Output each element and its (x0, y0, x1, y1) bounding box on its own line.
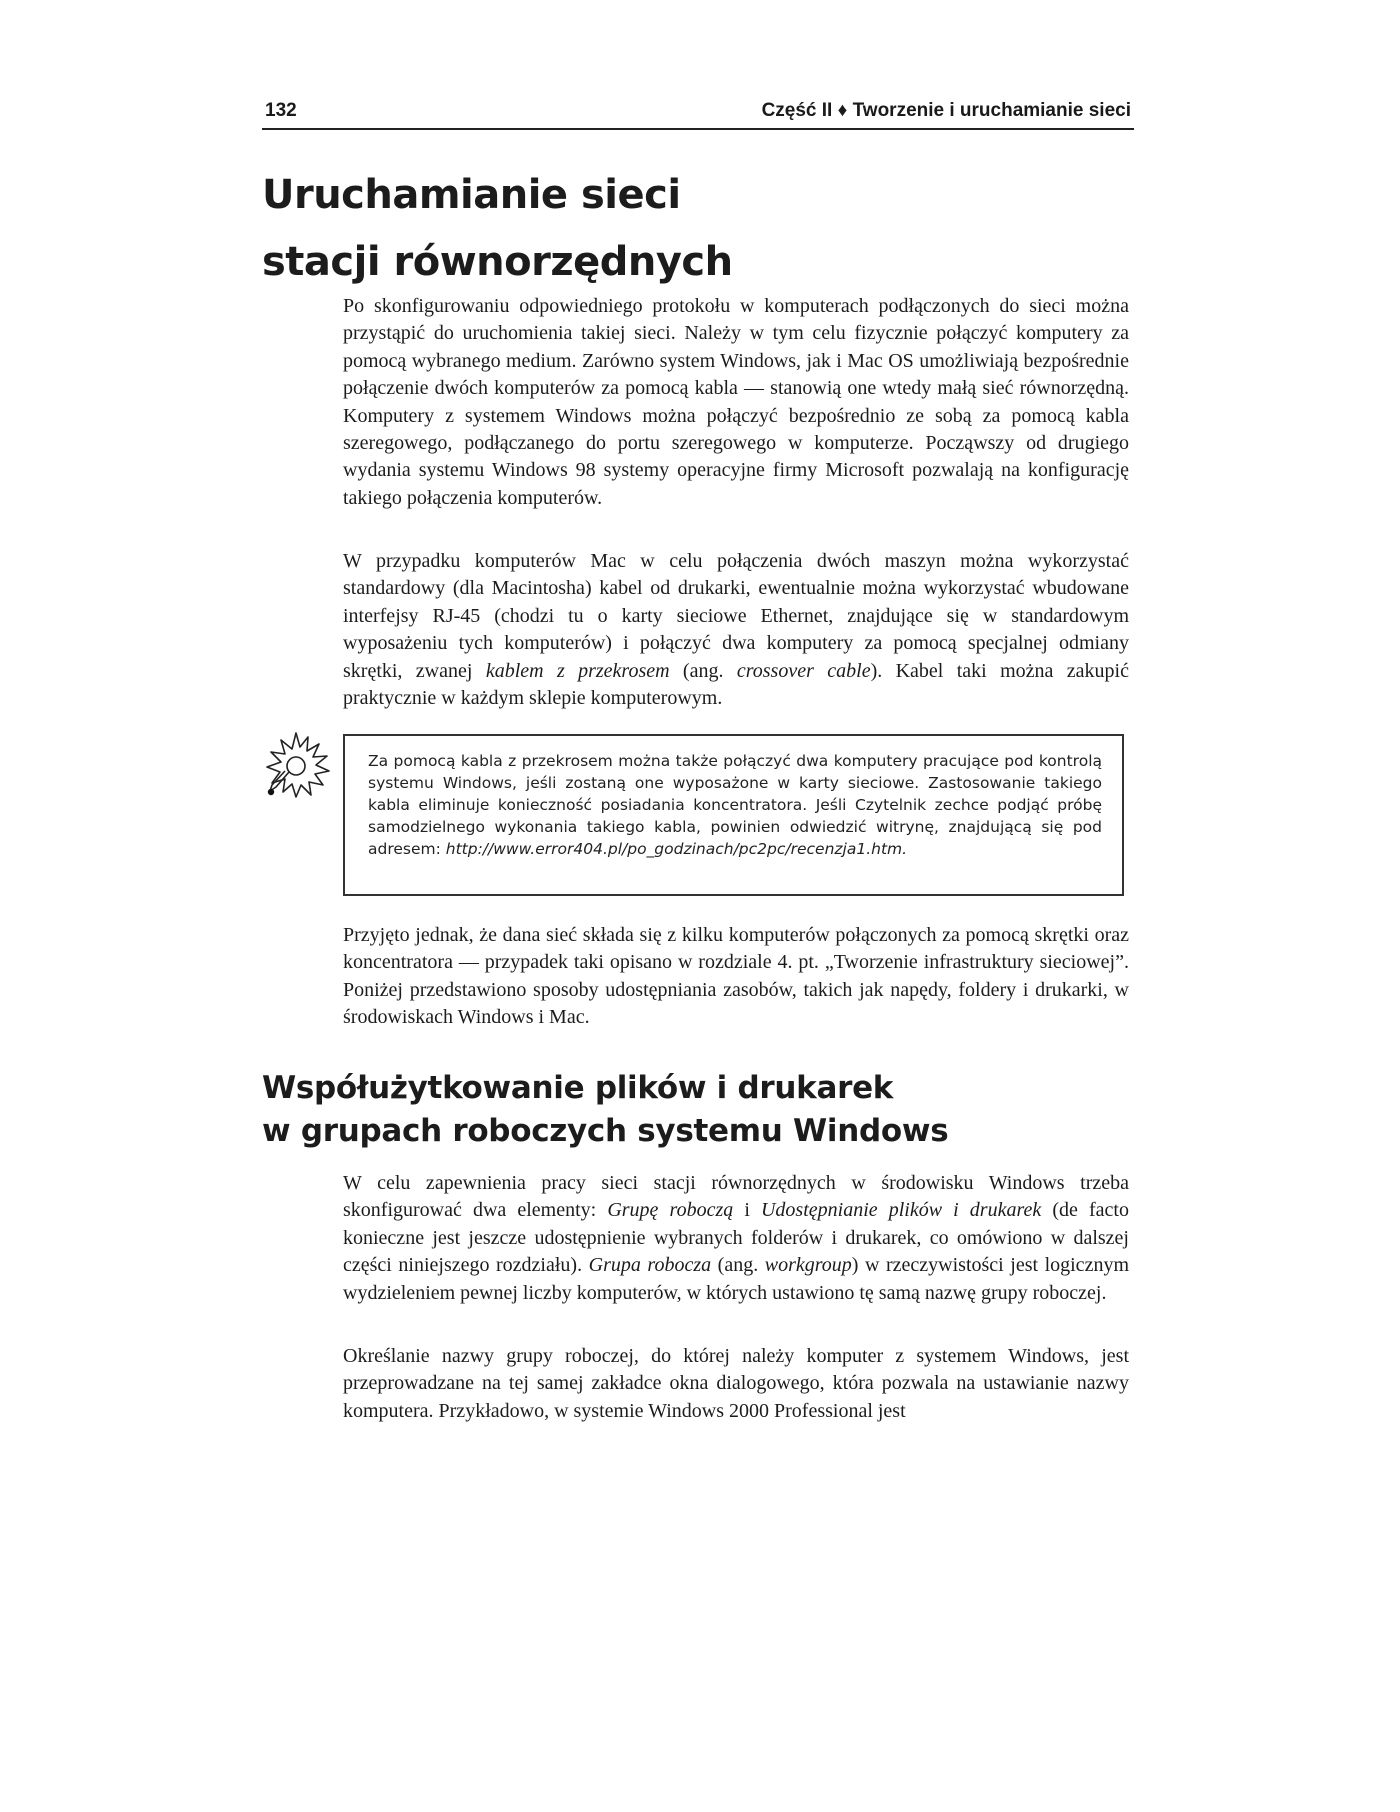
paragraph-mac (343, 548, 1129, 712)
italic-term: Grupę roboczą (607, 1199, 734, 1222)
text-run: (ang. (711, 1254, 765, 1277)
paragraph-workgroup (343, 1170, 1129, 1307)
note-body: Za pomocą kabla z przekrosem można także połączyć dwa komputery pracujące pod kontrolą systemu Windows, jeśli zostaną one wyposażone w karty sieciowe. Zastosowanie takiego kabla eliminuje konieczność posiadania koncentratora. Jeśli Czytelnik zechce podjąć próbę samodzielnego wykonania takiego kabla, powinien odwiedzić witrynę, znajdującą się pod adresem: (368, 752, 1102, 858)
italic-term: crossover cable (736, 659, 871, 682)
paragraph-naming: Określanie nazwy grupy roboczej, do której należy komputer z systemem Windows, jest przeprowadzane na tej samej zakładce okna dialogowego, która pozwala na ustawianie nazwy komputera. Przykładowo, w systemie Windows 2000 Professional jest (343, 1345, 1129, 1422)
note-box (343, 734, 1124, 896)
note-url: http://www.error404.pl/po_godzinach/pc2pc/recenzja1.htm. (445, 840, 908, 858)
text-run: W celu zapewnienia pracy sieci stacji równorzędnych w środowisku Windows trzeba skonfigurować dwa elementy: (343, 1172, 1129, 1222)
text-run: W przypadku komputerów Mac w celu połączenia dwóch maszyn można wykorzystać standardowy (dla Macintosha) kabel od drukarki, ewentualnie można wykorzystać wbudowane interfejsy RJ-45 (chodzi tu o karty sieciowe Ethernet, znajdujące się w standardowym wyposażeniu tych komputerów) i połączyć dwa komputery za pomocą specjalnej odmiany skrętki, zwanej (343, 550, 1129, 682)
page-header (262, 98, 1134, 130)
subsection-heading-line1: Współużytkowanie plików i drukarek (262, 1070, 894, 1106)
page-number: 132 (265, 100, 297, 121)
text-run: ) w rzeczywistości jest logicznym wydzieleniem pewnej liczby komputerów, w których ustawiono tę samą nazwę grupy roboczej. (343, 1254, 1129, 1304)
text-run: i (733, 1199, 761, 1222)
section-heading (262, 162, 733, 296)
italic-term: kablem z przekrosem (485, 659, 670, 682)
subsection-heading (262, 1067, 948, 1153)
idea-icon (256, 729, 334, 807)
subsection-heading-line2: w grupach roboczych systemu Windows (262, 1113, 949, 1149)
note-text (368, 750, 1102, 860)
section-heading-line2: stacji równorzędnych (262, 239, 733, 285)
paragraph-intro: Po skonfigurowaniu odpowiedniego protokołu w komputerach podłączonych do sieci można przystąpić do uruchomienia takiej sieci. Należy w tym celu fizycznie połączyć komputery za pomocą wybranego medium. Zarówno system Windows, jak i Mac OS umożliwiają bezpośrednie połączenie dwóch komputerów za pomocą kabla — stanowią one wtedy małą sieć równorzędną. Komputery z systemem Windows można połączyć bezpośrednio ze sobą za pomocą kabla szeregowego, podłączanego do portu szeregowego w komputerze. Począwszy od drugiego wydania systemu Windows 98 systemy operacyjne firmy Microsoft pozwalają na konfigurację takiego połączenia komputerów. (343, 295, 1129, 509)
running-head: Część II ♦ Tworzenie i uruchamianie sieci (761, 100, 1131, 121)
text-run: ). Kabel taki można zakupić praktycznie w każdym sklepie komputerowym. (343, 659, 1129, 710)
text-run: (ang. (669, 659, 737, 682)
italic-term: Grupa robocza (588, 1254, 712, 1277)
section-heading-line1: Uruchamianie sieci (262, 172, 681, 218)
paragraph-assumption: Przyjęto jednak, że dana sieć składa się z kilku komputerów połączonych za pomocą skrętki oraz koncentratora — przypadek taki opisano w rozdziale 4. pt. „Tworzenie infrastruktury sieciowej”. Poniżej przedstawiono sposoby udostępniania zasobów, takich jak napędy, foldery i drukarki, w środowiskach Windows i Mac. (343, 924, 1129, 1029)
text-run: (de facto konieczne jest jeszcze udostępnienie wybranych folderów i drukarek, co omówiono w dalszej części niniejszego rozdziału). (343, 1199, 1129, 1277)
italic-term: workgroup (764, 1254, 852, 1277)
italic-term: Udostępnianie plików i drukarek (760, 1199, 1042, 1222)
